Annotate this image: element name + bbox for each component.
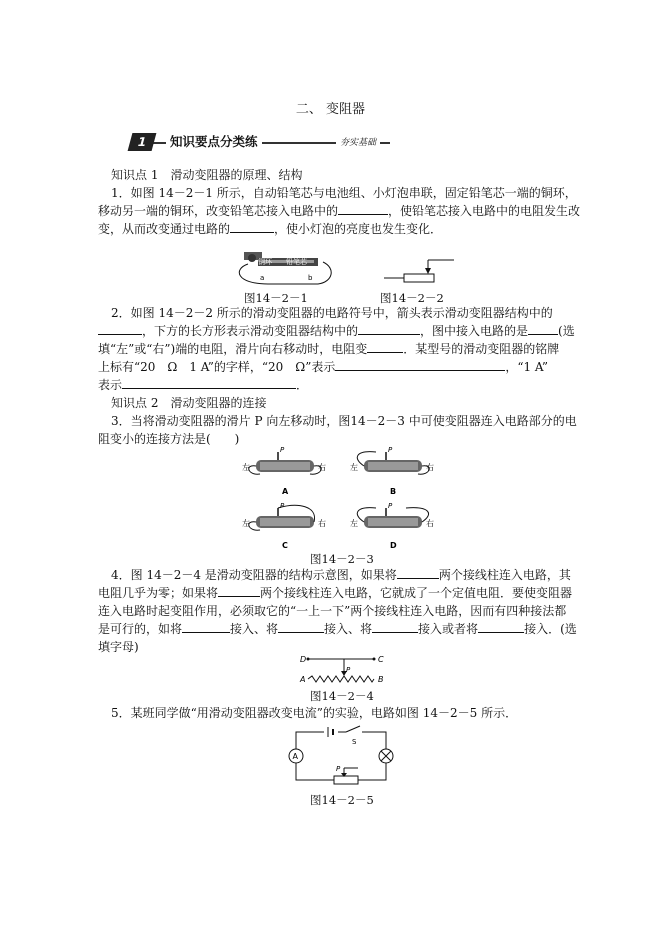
answer-blank[interactable] <box>122 376 296 389</box>
q1-text: ，使铅笔芯接入电路中的电阻发生改 <box>388 204 581 218</box>
banner-subtitle: 夯实基础 <box>336 134 380 152</box>
q2-text: 填“左”或“右”)端的电阻，滑片向右移动时，电阻变 <box>98 342 368 356</box>
terminal-c-label: C <box>378 655 384 664</box>
knowledge-point-1: 知识点 1 滑动变阻器的原理、结构 <box>111 168 303 182</box>
option-label: D <box>390 541 397 550</box>
knowledge-point-2: 知识点 2 滑动变阻器的连接 <box>111 396 267 410</box>
answer-blank[interactable] <box>528 322 558 335</box>
left-label: 左 <box>350 463 358 472</box>
q4-text: 是可行的，如将 <box>98 622 183 636</box>
slider-p-label: P <box>280 502 285 510</box>
figure-caption: 图14－2－2 <box>380 291 444 305</box>
banner-heading: 知识要点分类练 <box>166 133 262 151</box>
option-a-rheostat[interactable] <box>242 446 326 496</box>
q3-line-1: 3．当将滑动变阻器的滑片 P 向左移动时，图14－2－3 中可使变阻器连入电路部分的电 <box>111 414 577 428</box>
q1-text: 移动另一端的铜环，改变铅笔芯接入电路中的 <box>98 204 339 218</box>
right-label: 右 <box>426 519 434 528</box>
answer-blank[interactable] <box>218 584 260 597</box>
section-banner <box>130 133 390 153</box>
answer-blank[interactable] <box>358 322 420 335</box>
answer-blank[interactable] <box>397 566 439 579</box>
q1-line-1: 1．如图 14－2－1 所示，自动铅笔芯与电池组、小灯泡串联，固定铅笔芯一端的铜环， <box>111 186 577 200</box>
terminal-a-label: A <box>300 675 306 684</box>
right-label: 右 <box>318 463 326 472</box>
option-d-rheostat[interactable] <box>350 502 434 550</box>
answer-blank[interactable] <box>278 620 324 633</box>
q2-text: (选 <box>558 324 575 338</box>
figure-14-2-2-rheostat-symbol <box>384 256 460 286</box>
answer-blank[interactable] <box>367 340 403 353</box>
option-c-rheostat[interactable] <box>242 502 326 550</box>
fig1-a-label: a <box>260 274 265 282</box>
option-label: B <box>390 487 397 496</box>
q4-text: 接入、将 <box>324 622 373 636</box>
fig1-b-label: b <box>308 274 313 282</box>
answer-blank[interactable] <box>230 220 274 233</box>
figure-14-2-1-pencil-circuit <box>228 244 338 288</box>
right-label: 右 <box>318 519 326 528</box>
q4-line-5: 填字母) <box>98 640 139 654</box>
right-label: 右 <box>426 463 434 472</box>
answer-blank[interactable] <box>182 620 230 633</box>
left-label: 左 <box>242 463 250 472</box>
banner-number-badge: 1 <box>128 133 157 151</box>
q4-text: 接入或者将 <box>418 622 479 636</box>
switch-s-label: S <box>352 738 357 746</box>
answer-blank[interactable] <box>335 358 505 371</box>
q2-text: 表示 <box>98 378 123 392</box>
figure-caption: 图14－2－5 <box>310 793 374 807</box>
option-b-rheostat[interactable] <box>350 446 434 496</box>
slider-p-label: P <box>388 446 393 454</box>
figure-caption: 图14－2－4 <box>310 689 374 703</box>
answer-blank[interactable] <box>478 620 524 633</box>
q1-line-3 <box>98 218 568 240</box>
slider-p-label: P <box>346 666 351 674</box>
slider-p-label: P <box>388 502 393 510</box>
q1-text: 变，从而改变通过电路的 <box>98 222 231 236</box>
terminal-b-label: B <box>378 675 384 684</box>
terminal-d-label: D <box>300 655 307 664</box>
slider-p-label: P <box>336 765 341 773</box>
q4-text: 接入、将 <box>230 622 279 636</box>
q4-text: 4．图 14－2－4 是滑动变阻器的结构示意图，如果将 <box>111 568 397 582</box>
figure-caption: 图14－2－3 <box>310 552 374 566</box>
ammeter-label: A <box>292 752 298 761</box>
page-title: 二、 变阻器 <box>295 102 366 117</box>
q5-line-1: 5．某班同学做“用滑动变阻器改变电流”的实验，电路如图 14－2－5 所示． <box>111 706 518 720</box>
q4-text: 两个接线柱连入电路，它就成了一个定值电阻．要使变阻器 <box>260 586 573 600</box>
answer-blank[interactable] <box>98 322 142 335</box>
left-label: 左 <box>350 519 358 528</box>
q4-text: 接入．(选 <box>524 622 577 636</box>
fig1-copper-label: 铜环 <box>258 258 272 266</box>
q2-text: ． <box>296 378 309 392</box>
figure-14-2-3-rheostat-options <box>238 444 438 552</box>
option-label: C <box>282 541 288 550</box>
q2-line-1: 2．如图 14－2－2 所示的滑动变阻器的电路符号中，箭头表示滑动变阻器结构中的 <box>111 306 553 320</box>
answer-blank[interactable] <box>338 202 388 215</box>
slider-p-label: P <box>280 446 285 454</box>
q2-text: 上标有“20 Ω 1 A”的字样，“20 Ω”表示 <box>98 360 336 374</box>
q4-text: 两个接线柱连入电路，其 <box>438 568 571 582</box>
q2-text: ，“1 A” <box>505 360 548 374</box>
q2-text: ，下方的长方形表示滑动变阻器结构中的 <box>142 324 359 338</box>
q2-text: ．某型号的滑动变阻器的铭牌 <box>403 342 560 356</box>
fig1-lead-label: 铅笔芯 <box>286 258 307 266</box>
answer-blank[interactable] <box>372 620 418 633</box>
q1-text: ，使小灯泡的亮度也发生变化． <box>274 222 443 236</box>
figure-14-2-5-circuit <box>284 724 396 790</box>
q2-text: ，图中接入电路的是 <box>420 324 529 338</box>
q4-line-3: 连入电路时起变阻作用，必须取它的“一上一下”两个接线柱连入电路，因而有四种接法都 <box>98 604 567 618</box>
figure-caption: 图14－2－1 <box>244 291 308 305</box>
left-label: 左 <box>242 519 250 528</box>
figure-14-2-4-rheostat-structure <box>298 650 388 688</box>
q4-text: 电阻几乎为零；如果将 <box>98 586 219 600</box>
q3-line-2: 阻变小的连接方法是( ) <box>98 432 240 446</box>
option-label: A <box>282 487 289 496</box>
